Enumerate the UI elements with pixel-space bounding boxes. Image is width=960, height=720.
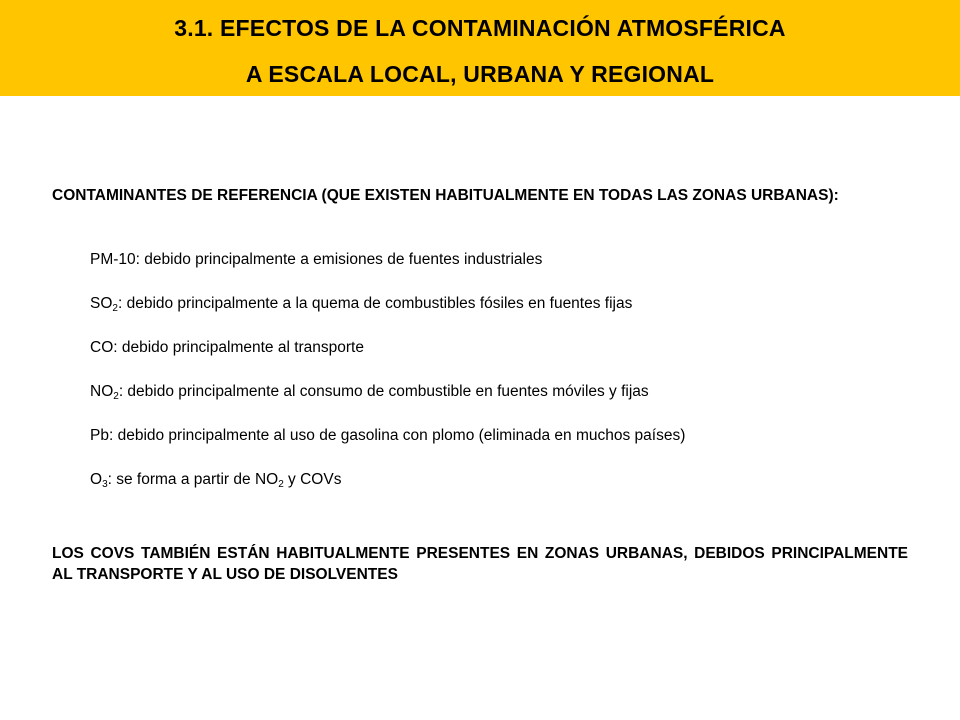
pollutant-description: : debido principalmente a la quema de combustibles fósiles en fuentes fijas (117, 295, 633, 312)
pollutant-name: O (90, 471, 103, 488)
pollutant-name: Pb (90, 427, 109, 444)
pollutant-subscript: 2 (113, 391, 119, 402)
slide-title-line-1: 3.1. EFECTOS DE LA CONTAMINACIÓN ATMOSFÉRICA (174, 15, 786, 41)
pollutant-description: : debido principalmente a emisiones de fuentes industriales (135, 251, 543, 268)
pollutant-description: : debido principalmente al transporte (113, 339, 364, 356)
pollutant-item-so2 (90, 292, 908, 336)
pollutant-list (90, 248, 908, 512)
pollutant-name: PM-10 (90, 251, 136, 268)
pollutant-description: : debido principalmente al consumo de combustible en fuentes móviles y fijas (118, 383, 649, 400)
pollutant-name: SO (90, 295, 113, 312)
pollutant-name: NO (90, 383, 114, 400)
pollutant-item-pm10 (90, 248, 908, 292)
pollutant-subscript: 3 (102, 479, 108, 490)
intro-heading: CONTAMINANTES DE REFERENCIA (QUE EXISTEN HABITUALMENTE EN TODAS LAS ZONAS URBANAS): (52, 187, 839, 204)
pollutant-description: : debido principalmente al uso de gasolina con plomo (eliminada en muchos países) (108, 427, 686, 444)
pollutant-subscript: 2 (112, 303, 118, 314)
title-banner (0, 0, 960, 96)
pollutant-item-no2 (90, 380, 908, 424)
footnote: LOS COVS TAMBIÉN ESTÁN HABITUALMENTE PRESENTES EN ZONAS URBANAS, DEBIDOS PRINCIPALMENTE AL TRANSPORTE Y AL USO DE DISOLVENTES (52, 545, 908, 583)
pollutant-description-end: y COVs (283, 471, 342, 488)
pollutant-item-co (90, 336, 908, 380)
pollutant-item-o3 (90, 468, 908, 512)
slide-title-line-2: A ESCALA LOCAL, URBANA Y REGIONAL (245, 61, 715, 87)
pollutant-description-formula: NO (254, 471, 279, 488)
pollutant-subscript: 2 (278, 479, 284, 490)
pollutant-name: CO (90, 339, 114, 356)
pollutant-description: : se forma a partir de (107, 471, 255, 488)
pollutant-item-pb (90, 424, 908, 468)
